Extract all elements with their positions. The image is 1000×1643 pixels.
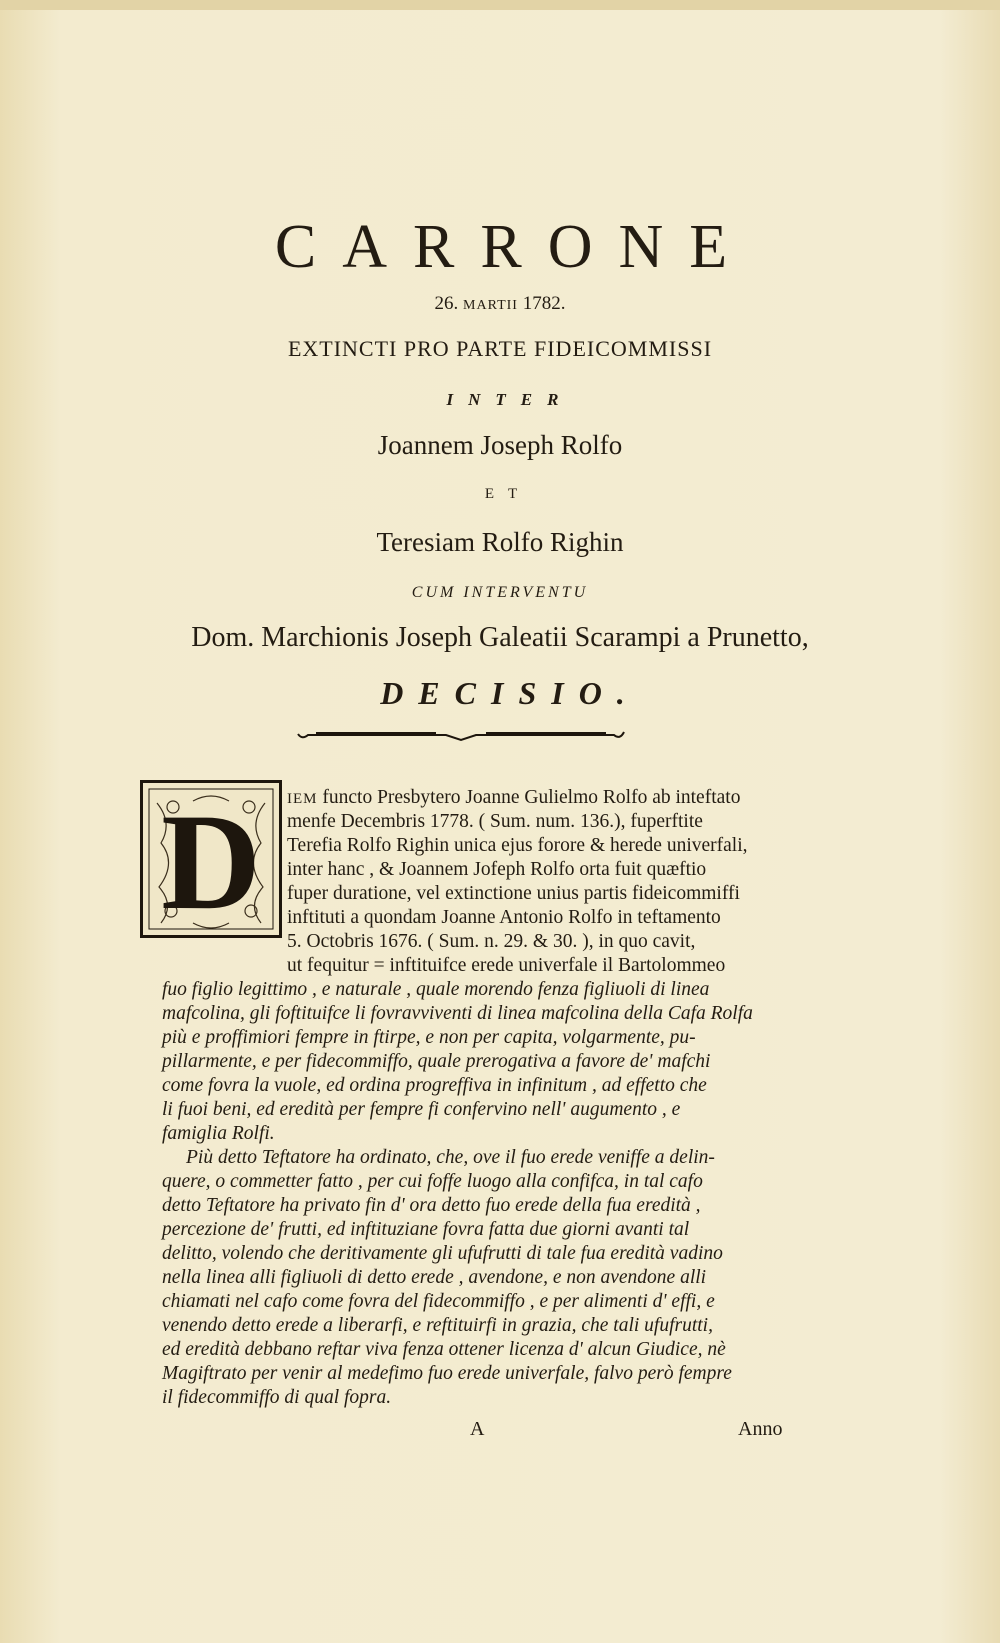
signature-mark: A [470,1418,485,1440]
date-day: 26. [434,293,459,314]
text-line: nella linea alli figliuoli di detto erede , avendone, e non avendone alli [162,1267,707,1288]
text-line: percezione de' frutti, ed inftituziane fovra fatta due giorni avanti tal [162,1219,690,1240]
text-line: più e proffimiori fempre in ftirpe, e non per capita, volgarmente, pu- [162,1027,696,1048]
text-line: quere, o commetter fatto , per cui foffe luogo alla confifca, in tal cafo [162,1171,703,1192]
text-line: venendo detto erede a liberarfi, e reftituirfi in grazia, che tali ufufrutti, [162,1315,713,1336]
text-line: mafcolina, gli foftituifce li fovravviventi di linea mafcolina della Cafa Rolfa [162,1003,753,1024]
intervenor-name: Dom. Marchionis Joseph Galeatii Scarampi a Prunetto, [191,622,809,653]
text-line: fuper duratione, vel extinctione unius partis fideicommiffi [287,883,740,904]
date-month: MARTII [463,298,518,313]
text-line: ut fequitur = inftituifce erede univerfale il Bartolommeo [287,955,726,976]
inter-label: INTER [446,390,574,409]
text-line: inftituti a quondam Joanne Antonio Rolfo in teftamento [287,907,721,928]
cum-interventu-label: CUM INTERVENTU [411,584,589,601]
case-subtitle: EXTINCTI PRO PARTE FIDEICOMMISSI [287,336,713,361]
text-line: Magiftrato per venir al medefimo fuo erede univerfale, falvo però fempre [162,1363,732,1384]
text-line: li fuoi beni, ed eredità per fempre fi confervino nell' augumento , e [162,1099,681,1120]
text-line: delitto, volendo che deritivamente gli ufufrutti di tale fua eredità vadino [162,1243,723,1264]
text-line: detto Teftatore ha privato fin d' ora detto fuo erede della fua eredità , [162,1195,701,1216]
text-line: Più detto Teftatore ha ordinato, che, ove il fuo erede veniffe a delin- [186,1147,715,1168]
text-line: Terefia Rolfo Righin unica ejus forore & herede univerfali, [287,835,748,856]
et-label: ET [484,486,532,502]
text-line: ed eredità debbano reftar viva fenza ottener licenza d' alcun Giudice, nè [162,1339,726,1360]
decisio-heading: DECISIO. [380,675,640,711]
text-line: chiamati nel cafo come fovra del fidecommiffo , e per alimenti d' effi, e [162,1291,715,1312]
text-line: IEM functo Presbytero Joanne Gulielmo Rolfo ab inteftato [287,787,741,808]
party-two: Teresiam Rolfo Righin [376,527,624,557]
text-line: fuo figlio legittimo , e naturale , quale morendo fenza figliuoli di linea [162,979,710,1000]
text-line: 5. Octobris 1676. ( Sum. n. 29. & 30. ), in quo cavit, [287,931,696,952]
text-line: il fidecommiffo di qual fopra. [162,1387,392,1408]
document-title: CARRONE [274,213,754,281]
initial-letter: D [161,785,261,938]
catchword: Anno [738,1418,783,1440]
text-line: pillarmente, e per fidecommiffo, quale prerogativa a favore de' mafchi [162,1051,711,1072]
date-year: 1782. [522,293,566,314]
text-line: come fovra la vuole, ed ordina progreffiva in infinitum , ad effetto che [162,1075,707,1096]
text-line: inter hanc , & Joannem Jofeph Rolfo orta fuit quæftio [287,859,707,880]
party-one: Joannem Joseph Rolfo [377,430,623,460]
text-line: menfe Decembris 1778. ( Sum. num. 136.), fuperftite [287,811,703,832]
text-line: famiglia Rolfi. [162,1123,275,1144]
